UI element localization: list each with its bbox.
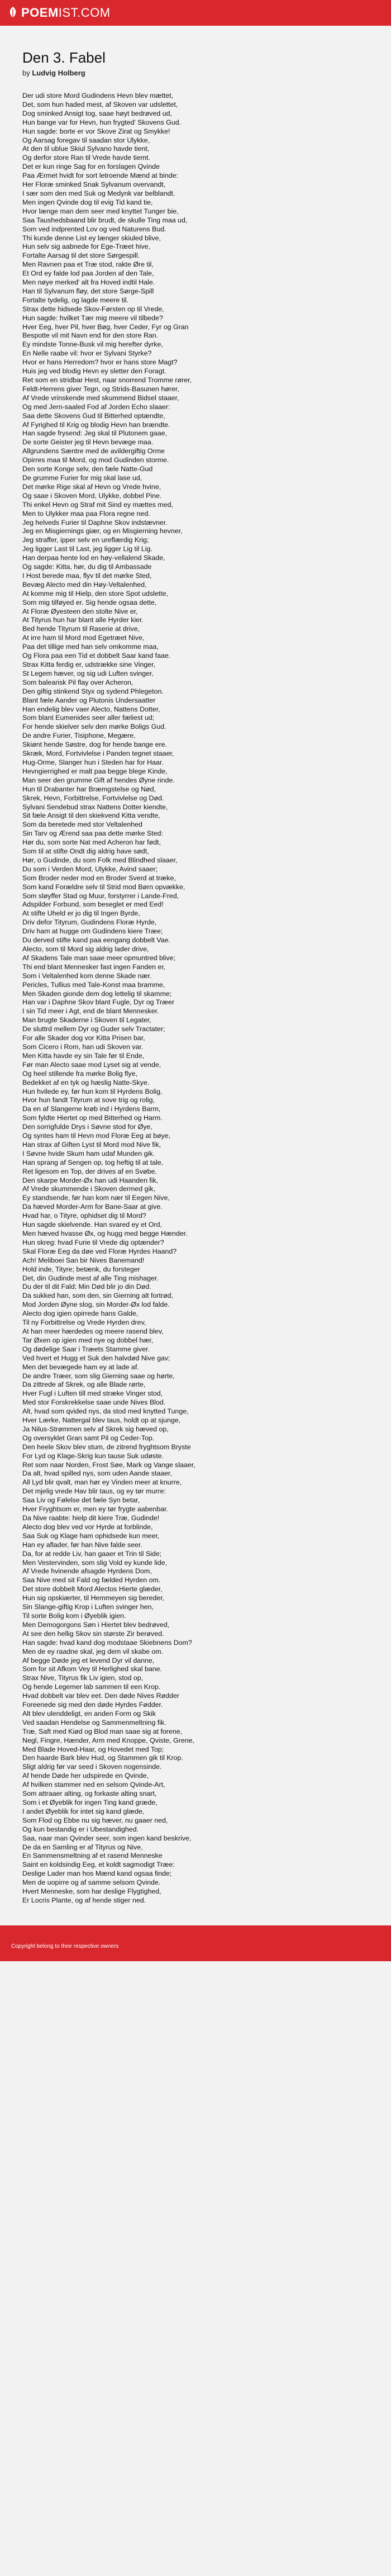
poem-line: Saa Liv og Følelse det fæle Syn betar, <box>22 1496 140 1505</box>
poem-line: Man seer den grumme Gift af hendes Øyne rinde. <box>22 776 175 784</box>
poem-line: Sin Tarv og Ærend saa paa dette mørke Sted: <box>22 829 163 838</box>
poem-line: Hun sagde: borte er vor Skove Zirat og Smykke! <box>22 127 170 135</box>
poem-line: Det mørke Rige skal af Hevn og Vrede hvine, <box>22 482 161 491</box>
poem-line: Det er kun ringe Sag for en forslagen Qvinde <box>22 163 160 171</box>
poem-line: Af begge Døde jeg et levend Dyr vil danne, <box>22 1656 155 1664</box>
poem-line: Som fyldte Hiertet op med Bitterhed og Harm. <box>22 1114 163 1122</box>
poem-line: Hør, o Gudinde, du som Folk med Blindhed slaaer, <box>22 856 178 864</box>
poem-line: Bed hende Tityrum til Raserie at drive, <box>22 625 140 633</box>
poem-line: Da Nive raabte: hielp dit kiere Træ, Gudinde! <box>22 1514 160 1522</box>
poem-line: Som i Veltalenhed kom denne Skade nær. <box>22 971 152 980</box>
poem-line: Der udi store Mord Gudindens Hevn blev mættet, <box>22 92 173 99</box>
poem-line: Bevæg Alecto med din Høy-Veltalenhed, <box>22 580 147 589</box>
poem-line: Den sorte Konge selv, den fæle Natte-Gud <box>22 465 153 473</box>
poem-line: Deslige Lader man hos Mænd kand ogsaa finde; <box>22 1870 172 1878</box>
poem-line: Hold inde, Tityre; betænk, du forsteger <box>22 1265 140 1273</box>
poem-line: Saa Nive med sit Fald og fælded Hyrden om. <box>22 1576 161 1584</box>
poem-line: Hvor er hans Herredom? hvor er hans store Magt? <box>22 358 178 367</box>
poem-line: Som mig tilføyed er. Sig hende ogsaa dette, <box>22 598 157 606</box>
poem-line: Skrek, Hevn, Forbittrelse, Fortvivlelse og Død. <box>22 794 164 802</box>
poem-line: En Sammensmeltning af et rasend Menneske <box>22 1852 163 1860</box>
poem-line: Det mjelig vrede Hav blir taus, og ey tør murre: <box>22 1487 166 1496</box>
poem-line: Driv ham at hugge om Gudindens kiere Træe; <box>22 927 163 936</box>
poem-line: Da sukked han, som den, sin Gierning alt fortrød, <box>22 1292 173 1300</box>
poem-line: Hvor længe man dem seer med knyttet Tunger bie, <box>22 207 179 215</box>
poem-line: Med stor Forskrekkelse saae unde Nives Blod. <box>22 1398 166 1407</box>
poem-line: Men Skaden gionde dem dog lettelig til skamme; <box>22 989 172 998</box>
poem-line: Han sprang af Sengen op, tog heftig til at tale, <box>22 1158 164 1166</box>
poem-line: Feldt-Herrens giver Tegn, og Strids-Basunen hører, <box>22 385 179 393</box>
poem-line: I sin Tid meer i Agt, end de blant Mennesker. <box>22 1007 159 1016</box>
poem-line: Strax Nive, Tityrus fik Liv igien, stod op, <box>22 1674 144 1682</box>
poem-line: Og med Jern-saaled Fod af Jorden Echo slaaer: <box>22 402 170 411</box>
poem-line: Thi enkel Hevn og Straf mit Sind ey mættes med, <box>22 500 173 509</box>
poem-line: Det store dobbelt Mord Alectos Hierte glæder, <box>22 1585 163 1593</box>
poem-line: Dog sminked Ansigt tog, saae høyt bedrøved ud, <box>22 109 172 117</box>
poem-line: Strax Kitta ferdig er, udstrække sine Vinger, <box>22 661 156 668</box>
poem-line: Alecto dog blev ved vor Hyrde at forblinde, <box>22 1522 153 1531</box>
poem-line: I Host berede maa, flyv til det mørke Sted, <box>22 571 152 580</box>
poem-line: Da alt, hvad spilled nys, som uden Aande staaer, <box>22 1469 172 1478</box>
poem-line: For hende skielver selv den mørke Boligs Gud. <box>22 723 166 731</box>
poem-line: Og saae i Skoven Mord, Ulykke, dobbel Pine. <box>22 491 162 500</box>
poem-line: Men de uopirre og af samme selsom Qvinde. <box>22 1878 161 1887</box>
poem-line: Pericles, Tullius med Tale-Konst maa bramme, <box>22 980 165 989</box>
poem-line: Da hæved Morder-Arm for Bane-Saar at give. <box>22 1203 163 1211</box>
poem-line: Hver Eeg, hver Pil, hver Bøg, hver Ceder, Fyr og Gran <box>22 322 189 331</box>
poem-line: I andet Øyeblik for intet sig kand glæde, <box>22 1807 145 1815</box>
poem-line: Men nøye merked' alt fra Hoved indtil Hale. <box>22 278 155 287</box>
poem-line: Da en af Slangerne krøb ind i Hyrdens Barm, <box>22 1105 161 1113</box>
poem-line: Hvad dobbelt var blev eet. Den døde Nives Rødder <box>22 1692 179 1700</box>
poem-line: Og heel stillende fra mørke Bolig flye, <box>22 1069 137 1078</box>
poem-line: Du som i Verden Mord, Ulykke, Avind saaer; <box>22 865 158 873</box>
poem-line: Hun hvilede ey, før hun kom til Hyrdens Bolig, <box>22 1087 163 1095</box>
poem-line: Strax dette hidsede Skov-Førsten op til Vrede, <box>22 305 164 313</box>
poem-line: Som attraaer alting, og forkaste alting snart, <box>22 1790 157 1798</box>
poem-line: Ved hvert et Hugg et Suk den halvdød Nive gav; <box>22 1354 170 1362</box>
poem-line: St Legem hæver, og sig udi Luften svinger, <box>22 669 154 677</box>
poem-line: Den haarde Bark blev Hud, og Stammen gik til Krop. <box>22 1754 183 1762</box>
poem-line: Sylvani Sendebud strax Nattens Dotter kiendte, <box>22 803 168 811</box>
poem-line: Som Flod og Ebbe nu sig hæver, nu gaaer ned, <box>22 1816 168 1824</box>
poem-line: Huis jeg ved blodig Hevn ey sletter den Foragt. <box>22 367 166 376</box>
poem-line: Negl, Fingre, Hænder, Arm med Knoppe, Qviste, Grene, <box>22 1736 194 1744</box>
poem-line: Jeg en Misgiernings giær, og en Misgierning hevner, <box>22 527 183 535</box>
poem-line: Han var i Daphne Skov blant Fugle, Dyr og Træer <box>22 998 175 1007</box>
poem-line: Som Broder neder mod en Broder Sverd at træke, <box>22 874 176 882</box>
poem-line: Han til Sylvanum fløy, det store Sørge-Spill <box>22 287 154 295</box>
poem-line: Du derved stifte kand paa eengang dobbelt Vae. <box>22 936 170 945</box>
poem-line: Jeg helveds Furier til Daphne Skov indstævner. <box>22 518 168 526</box>
poem-line: Som ved indprented Lov og ved Naturens Bud. <box>22 225 166 233</box>
poem-line: Af Vrede hvinende afsagde Hyrdens Dom, <box>22 1567 152 1576</box>
poem-line: De sorte Geister jeg til Hevn bevæge maa. <box>22 438 154 447</box>
author-link[interactable]: Ludvig Holberg <box>32 69 85 77</box>
poem-line: Ret som naar Norden, Frost Søe, Mark og Vange slaaer, <box>22 1460 196 1469</box>
logo-text-thin: IST.COM <box>58 6 111 20</box>
poem-content <box>0 26 391 1916</box>
poem-line: Adspilder Forbund, som beseglet er med Eed! <box>22 900 164 909</box>
poem-line: Og Flora paa een Tid et dobbelt Saar kand faae. <box>22 652 171 660</box>
poem-line: Jeg ligger Last til Last, jeg ligger Lig til Lig. <box>22 545 152 553</box>
poem-line: Allgrundens Sæntre med de avildergiftig Orme <box>22 447 165 456</box>
poem-line: Er Locris Plante, og af hende stiger ned. <box>22 1896 146 1904</box>
poem-line: At stifte Uheld er jo dig til Ingen Byrde, <box>22 909 140 918</box>
poem-line: Saa, naar man Qvinder seer, som ingen kand beskrive, <box>22 1834 192 1842</box>
poem-line: Det, din Gudinde mest af alle Ting mishager. <box>22 1274 159 1282</box>
poem-line: Til ny Forbittrelse og Vrede Hyrden drev, <box>22 1318 146 1327</box>
poem-line: Man brugte Skaderne i Skoven til Legater, <box>22 1016 151 1024</box>
poem-line: De sluttrd mellem Dyr og Guder selv Tractater; <box>22 1025 165 1033</box>
poem-line: Tar Øxen op igien med nye og dobbel hær, <box>22 1336 154 1344</box>
poem-line: Bedekket af en tyk og hæslig Natte-Skye. <box>22 1078 150 1087</box>
poem-line: Sit fæle Ansigt til den skiekvend Kitta vendte, <box>22 812 160 820</box>
poem-line: Alecto, som til Mord sig aldrig lader drive, <box>22 945 149 953</box>
poem-line: Af Vrede skummende i Skoven dermed gik, <box>22 1185 155 1193</box>
poem-line: Blant fæle Aander og Plutonis Undersaatter <box>22 696 156 704</box>
poem-line: De andre Træer, som slig Gierning saae og hørte, <box>22 1372 175 1380</box>
poem-line: Men det bevægede ham ey at lade af. <box>22 1363 139 1371</box>
poem-line: Og hende Legemer lab sammen til een Krop. <box>22 1683 161 1691</box>
poem-body <box>22 92 369 1905</box>
poem-line: Bespotte vil mit Navn end for den store Ran. <box>22 331 159 340</box>
poem-line: Hun bange var for Hevn, hun frygted' Skovens Gud. <box>22 118 182 126</box>
poem-line: Alt blev ulenddeligt, en anden Form og Skik <box>22 1709 156 1718</box>
poem-line: Men to Ulykker maa paa Flora regne ned. <box>22 509 150 518</box>
poem-line: De andre Furier, Tisiphone, Megære, <box>22 732 136 740</box>
poem-line: Alecto dog igien opirrede hans Galde, <box>22 1310 139 1318</box>
poem-line: Hør du, som sorte Nat med Acheron har født, <box>22 838 161 847</box>
poem-line: Sin Slange-giftig Krop i Luften svinger hen, <box>22 1603 154 1611</box>
poem-line: Hvad har, o Tityre, ophidset dig til Mord? <box>22 1212 146 1220</box>
poem-line: Hun selv sig aabnede for Ege-Træet hive, <box>22 243 150 251</box>
poem-line: Ret som en stridbar Hest, naar snorrend Tromme rører, <box>22 376 192 384</box>
poem-line: Den heele Skov blev stum, de zitrend fryghtsom Bryste <box>22 1443 191 1451</box>
poem-line: Med Blade Hoved-Haar, og Hovedet med Top; <box>22 1745 164 1753</box>
poem-line: Men Vestervinden, som slig Vold ey kunde lide, <box>22 1558 167 1567</box>
poem-line: Hvor hun fandt Tityrum at sove trig og rolig, <box>22 1096 155 1104</box>
poem-line: Thi kunde denne List ey længer skiuled blive, <box>22 234 161 242</box>
poem-line: Hug-Orme, Slanger hun i Steden har for Haar. <box>22 758 164 766</box>
poem-line: At irre ham til Mord mod Egetræet Nive, <box>22 634 145 642</box>
poem-line: Et Ord ey falde lod paa Jorden af den Tale, <box>22 269 154 278</box>
poem-line: De grumme Furier for mig skal lase ud, <box>22 473 142 482</box>
poem-line: Hun sagde skielvende. Han svared ey et Ord, <box>22 1221 163 1229</box>
poem-line: Jeg straffer, ipper selv en ureflærdig Krig; <box>22 536 149 544</box>
poem-line: Paa Ærmet hvidt for sort letroende Mænd at binde: <box>22 172 178 180</box>
poem-line: Og kun bestandig er i Ubestandighed. <box>22 1825 139 1833</box>
poem-line: Driv defor Tityrum, Gudindens Floræ Hyrde, <box>22 918 157 927</box>
poem-line: Som balearisk Pil flay over Acheron, <box>22 678 133 686</box>
poem-line: Han ey aflader, før han Nive falde seer. <box>22 1540 142 1549</box>
poem-line: Men Kitta havde ey sin Tale før til Ende, <box>22 1051 145 1060</box>
poem-title: Den 3. Fabel <box>22 49 106 66</box>
poem-line: For alle Skader dog vor Kitta Prisen bar, <box>22 1034 145 1042</box>
poem-line: At Floræ Øyesteen den stolte Nive er, <box>22 607 138 615</box>
poem-line: Skal Floræ Eeg da døe ved Floræ Hyrdes Haand? <box>22 1247 177 1255</box>
poem-line: Som blant Eumenides seer aller fæliest ud; <box>22 714 155 722</box>
poem-line: All Lyd blir qvalt, man hør ey Vinden meer at knurre, <box>22 1478 182 1487</box>
footer-copyright: Copyright belong to their respective owners <box>11 1943 119 1949</box>
poem-line: Han strax af Giften Lyst til Mord mod Nive fik, <box>22 1140 161 1149</box>
poem-line: Hver Fryghtsom er, men ey tør frygte aabenbar. <box>22 1505 168 1514</box>
poem-line: At den til ublue Skiul Sylvano havde tient, <box>22 145 150 153</box>
poem-line: Men de ey raadne skal, jeg dem vil skabe om. <box>22 1647 164 1655</box>
poem-line: Ret ligesom en Top, der drives af en Svøbe. <box>22 1167 157 1175</box>
poem-line: Af Skadens Tale man saae meer opmuntred blive; <box>22 953 175 962</box>
poem-line: Af hvilken stammer ned en selsom Qvinde-Art, <box>22 1781 165 1789</box>
poem-line: Som kand Forældre selv til Strid mod Børn opvække, <box>22 883 185 891</box>
poem-line: Træ, Saft med Kiød og Blod man saae sig at forene, <box>22 1727 183 1735</box>
poem-line: Den giftig stinkend Styx og sydend Phlegeton. <box>22 687 164 695</box>
footer <box>0 1925 391 1961</box>
poem-line: Opirres maa til Mord, og mod Gudinden storme. <box>22 456 169 464</box>
poem-line: Af Fyrighed til Krig og blodig Hevn han brændte. <box>22 420 170 429</box>
poem-line: Alt, hvad som qvided nys, da stod med knytted Tunge, <box>22 1407 189 1416</box>
poem-line: Fortalte Aarsag til det store Sørgespill. <box>22 252 140 260</box>
poem-line: En Nelle raabe vil: hvor er Sylvani Styrke? <box>22 349 152 358</box>
feather-quill-icon <box>8 7 18 19</box>
site-logo[interactable] <box>8 6 111 20</box>
poem-line: Han sagde frysend: Jeg skal til Plutonem gaae, <box>22 429 167 438</box>
poem-line: Af Vrede vrinskende med skummend Bidsel staaer, <box>22 393 179 402</box>
poem-line: Ved saadan Hendelse og Sammenmeltning fik. <box>22 1718 166 1726</box>
poem-line: Han endelig blev vaer Alecto, Nattens Dotter, <box>22 705 160 713</box>
site-logo-text <box>21 6 111 20</box>
poem-line: Og oversyklet Gran samt Pil og Ceder-Top. <box>22 1434 155 1442</box>
poem-line: Den sorrigfulde Drys i Søvne stod for Øye, <box>22 1123 152 1131</box>
poem-line: Saa Suk og Klage ham ophidsede kun meer, <box>22 1531 160 1540</box>
poem-line: Og syntes ham til Hevn mod Floræ Eeg at bøye, <box>22 1132 171 1140</box>
poem-line: Som i et Øyeblik for ingen Ting kand græde, <box>22 1799 158 1806</box>
poem-line: Thi end blant Mennesker fast ingen Fanden er, <box>22 962 166 971</box>
poem-line: Hvert Menneske, som har deslige Flygtighed, <box>22 1887 161 1896</box>
poem-line: Den skarpe Morder-Øx han udi Haanden fik, <box>22 1176 159 1184</box>
poem-line: Men Demogorgons Søn i Hiertet blev bedrøved, <box>22 1620 170 1629</box>
poem-line: Til sorte Bolig kom i Øyeblik igien. <box>22 1611 126 1620</box>
poem-line: Ey standsende, før han kom nær til Eegen Nive, <box>22 1194 170 1202</box>
poem-line: Skiønt hende Søstre, dog for hende bange ere. <box>22 741 167 749</box>
poem-line: Det, som hun haded mest, af Skoven var udslettet, <box>22 100 178 108</box>
poem-line: Du der til dit Fald; Min Død blir jo din Død. <box>22 1283 151 1291</box>
poem-line: Foreenede sig med den døde Hyrdes Fødder. <box>22 1701 163 1709</box>
poem-line: Som Cicero i Rom, han udi Skoven var. <box>22 1042 144 1051</box>
poem-line: Som da beretede med stor Veltalenhed <box>22 820 142 829</box>
poem-line: Hun til Drabanter har Bræmgstelse og Nød, <box>22 785 156 793</box>
poem-line: Sligt aldrig før var seed i Skoven nogensinde. <box>22 1763 162 1771</box>
poem-line: Mod Jorden Øyne slog, sin Morder-Øx lod falde. <box>22 1301 170 1309</box>
logo-text-bold: POEM <box>21 6 59 20</box>
poem-line: Saa Taushedsbaand blir brudt, de skulle Ting maa ud, <box>22 216 188 224</box>
poem-line: Som sløyffer Stad og Muur, forstyrrer i Lande-Fred, <box>22 891 179 900</box>
poem-line: At see den hellig Skov sin største Zir berøved. <box>22 1629 164 1638</box>
poem-line: Fortalte tydelig, og lagde meere til. <box>22 296 129 304</box>
poem-line: Og sagde: Kitta, hør, du dig til Ambassade <box>22 563 152 571</box>
poem-line: At komme mig til Hielp, den store Spot udslette, <box>22 589 169 597</box>
poem-line: Hver Fugl i Luften till med stræke Vinger stod, <box>22 1389 163 1398</box>
poem-line: Paa det tillige med han selv omkomme maa, <box>22 643 159 651</box>
poem-line: Da zittrede af Skrek, og alle Blade rørte, <box>22 1380 146 1389</box>
poem-line: Ja Nilus-Strømmen selv af Skrek sig hæved op, <box>22 1425 169 1433</box>
top-bar <box>0 0 391 26</box>
poem-line: I sær som den med Suk og Medynk var belblandt. <box>22 189 175 197</box>
poem-line: Han sagde: hvad kand dog modstaae Skiebnens Dom? <box>22 1638 192 1647</box>
poem-line: Saa dette Skovens Gud til Bitterhed optændte, <box>22 411 165 420</box>
poem-line: Hun sagde: hvilket Tær mig meere vil tilbede? <box>22 314 163 322</box>
poem-line: Skræk, Mord, Fortvivlelse i Panden tegnet staaer, <box>22 749 174 758</box>
author-by-label: by <box>22 69 30 77</box>
poem-line: Hun sig opskiærter, til Hemmeyen sig bereder, <box>22 1594 165 1602</box>
poem-line: Hver Lærke, Nattergal blev taus, holdt op at sjunge, <box>22 1416 181 1425</box>
poem-line: Men Ravnen paa et Træ stod, rakte Øre til, <box>22 260 154 269</box>
poem-line: Ey mindste Tonne-Busk vil mig herefter dyrke, <box>22 340 163 349</box>
poem-line: At han meer hærdedes og meere rasend blev, <box>22 1327 164 1335</box>
poem-line: Men ingen Qvinde dog til evig Tid kand tie, <box>22 198 153 206</box>
poem-line: Da, for at redde Liv, han gaaer et Trin til Side; <box>22 1549 162 1558</box>
poem-line: Og derfor store Ran til Vrede havde tiemt. <box>22 154 150 162</box>
poem-line: Ach! Meliboei San bir Nives Banemand! <box>22 1256 145 1264</box>
poem-line: Her Floræ sminked Snak Sylvanum overvandt, <box>22 181 166 189</box>
poem-line: Og Aarsag foregav til saadan stor Ulykke, <box>22 136 150 144</box>
poem-line: Som for sit Afkom Vey til Herlighed skal bane. <box>22 1665 162 1673</box>
poem-author-line <box>22 69 369 77</box>
poem-line: Hevngierrighed er malt paa begge blege Kinde, <box>22 767 168 775</box>
poem-line: Hun skreg: hvad Furie til Vrede dig optænder? <box>22 1238 164 1246</box>
poem-line: Og dødelige Saar i Træets Stamme giver. <box>22 1345 150 1353</box>
poem-line: Saint en koldsindig Eeg, et koldt sagmodigt Træe: <box>22 1861 175 1869</box>
poem-line: Af hende Døde her udspirede en Qvinde, <box>22 1772 149 1780</box>
poem-line: For Lyd og Klage-Skrig kun tause Suk udøste. <box>22 1451 164 1460</box>
poem-line: Men hæved hvasse Øx, og hugg med begge Hænder. <box>22 1230 188 1237</box>
poem-line: Som til at stifte Ondt dig aldrig have sødt, <box>22 847 149 856</box>
poem-line: Før man Alecto saae mod Lyset sig at vende, <box>22 1060 161 1069</box>
poem-line: Han derpaa hente lod en høy-vellalend Skade, <box>22 554 165 562</box>
poem-line: At Tityrus hun har blant alle Hyrder kier. <box>22 616 144 624</box>
poem-line: I Søvne hvide Skum ham udaf Munden gik. <box>22 1149 155 1157</box>
poem-line: De da en Samling er af Tityrus og Nive, <box>22 1843 143 1851</box>
